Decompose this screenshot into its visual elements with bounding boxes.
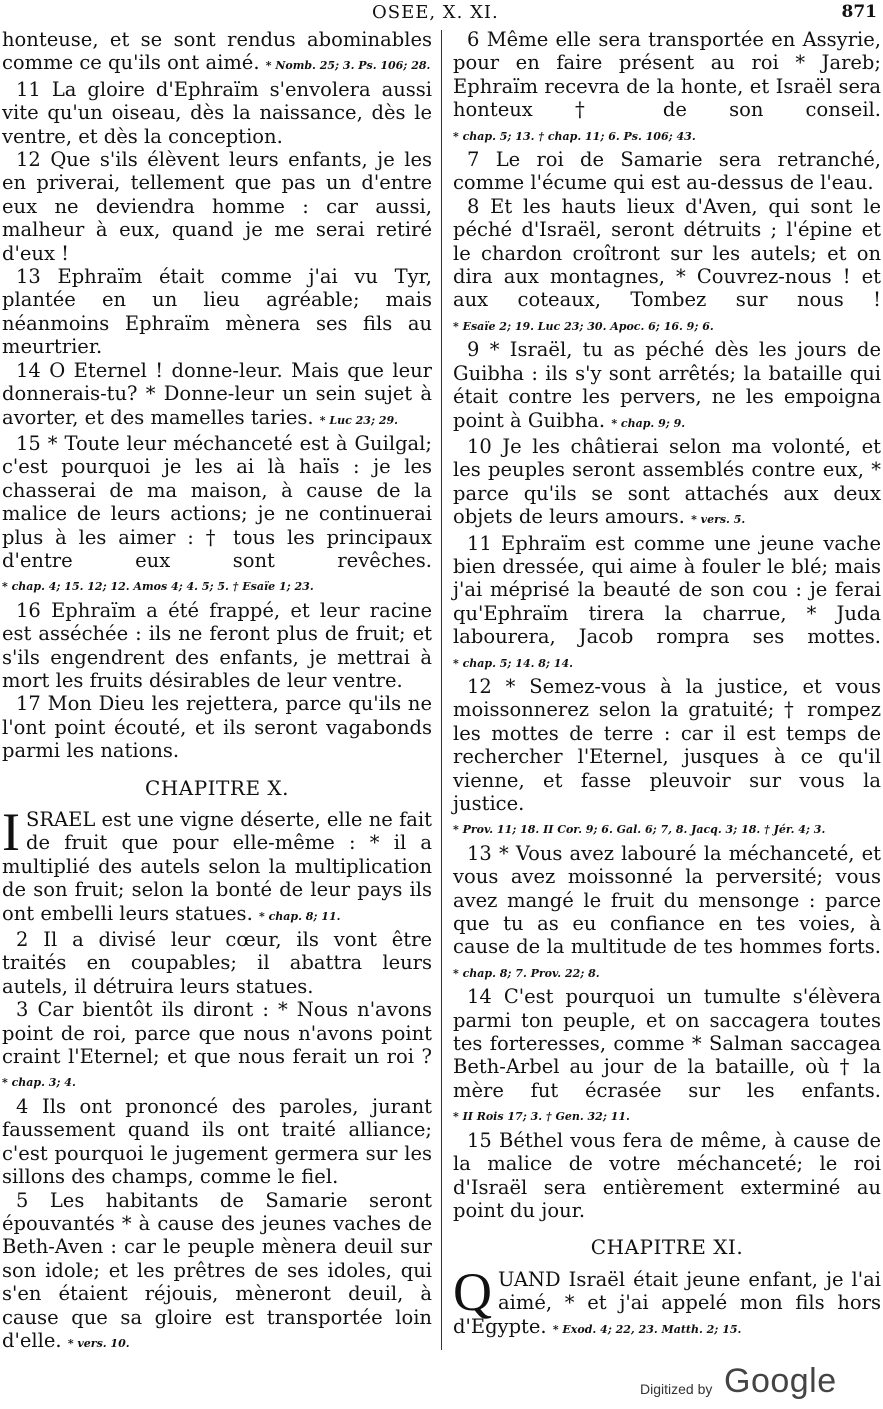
verse-number: 12	[467, 674, 492, 698]
verse-text: O Eternel ! donne-leur. Mais que leur donnerais-tu? * Donne-leur un sein sujet à avorter, et des mamelles taries.	[2, 358, 432, 429]
verse-text: UAND Israël était jeune enfant, je l'ai aimé, * et j'ai appelé mon fils hors d'Egypte.	[453, 1267, 881, 1338]
verse-number: 16	[16, 598, 41, 622]
running-header	[0, 0, 883, 22]
verse-6	[453, 28, 881, 148]
cross-reference: * chap. 4; 15. 12; 12. Amos 4; 4. 5; 5. † Esaïe 1; 23.	[2, 580, 314, 594]
verse-text: Et les hauts lieux d'Aven, qui sont le péché d'Israël, seront détruits ; l'épine et le chardon croîtront sur les autels; et on dira aux montagnes, * Couvrez-nous ! et aux coteaux, Tombez sur nous !	[453, 194, 882, 312]
verse-number: 6	[467, 28, 480, 51]
verse-14	[453, 985, 881, 1128]
cross-reference: * chap. 5; 13. † chap. 11; 6. Ps. 106; 43.	[453, 129, 696, 143]
verse-text: Ephraïm est comme une jeune vache bien dressée, qui aime à fouler le blé; mais j'ai méprisé la beauté de son cou : je ferai qu'Ephraïm tirera la charrue, * Juda labourera, Jacob rompra ses mottes.	[453, 531, 881, 649]
verse-8	[453, 195, 881, 338]
verse-7	[453, 148, 881, 195]
verse-number: 14	[16, 358, 41, 382]
cross-reference: * vers. 10.	[67, 1336, 130, 1350]
verse-number: 15	[16, 431, 41, 455]
verse-number: 17	[16, 692, 41, 716]
cross-reference: * Esaïe 2; 19. Luc 23; 30. Apoc. 6; 16. 9; 6.	[453, 319, 714, 333]
verse-4	[2, 1095, 432, 1189]
verse-17	[2, 692, 432, 762]
verse-2	[2, 928, 432, 998]
verse-9	[453, 338, 881, 435]
cross-reference: * Luc 23; 29.	[319, 413, 398, 427]
verse-15	[2, 432, 432, 599]
verse-11	[2, 78, 432, 148]
chapter-opening	[453, 1261, 881, 1341]
cross-reference: * II Rois 17; 3. † Gen. 32; 11.	[453, 1110, 630, 1124]
verse-text: Car bientôt ils diront : * Nous n'avons point de roi, parce que nous n'avons point craint l'Eternel; et que nous ferait un roi ?	[2, 998, 433, 1069]
verse-16	[2, 599, 432, 693]
verse-text: Mon Dieu les rejettera, parce qu'ils ne l'ont point écouté, et ils seront vagabonds parmi les nations.	[2, 692, 432, 763]
verse-11	[453, 532, 881, 675]
verse-text: Je les châtierai selon ma volonté, et les peuples seront assemblés contre eux, * parce qu'ils se sont attachés aux deux objets de leurs amours.	[453, 434, 881, 529]
verse-3	[2, 998, 432, 1095]
verse-text: honteuse, et se sont rendus abominables comme ce qu'ils ont aimé.	[2, 28, 432, 75]
verse-text: Ephraïm a été frappé, et leur racine est asséchée : ils ne feront plus de fruit; et s'ils engendrent des enfants, je mettrai à mort les fruits désirables de leur ventre.	[2, 598, 432, 692]
verse-text: Ils ont prononcé des paroles, jurant faussement quand ils ont traité alliance; c'est pourquoi le jugement germera sur les sillons des champs, comme le fiel.	[2, 1094, 432, 1189]
verse-number: 9	[467, 338, 480, 362]
right-column	[453, 28, 881, 1341]
chapter-heading: CHAPITRE X.	[145, 775, 289, 800]
verse-5	[2, 1189, 432, 1356]
verse-text: Les habitants de Samarie seront épouvantés * à cause des jeunes vaches de Beth-Aven : car le peuple mènera deuil sur son idole; et les prêtres de ses idoles, qui s'en étaient réjouis, mèneront deuil, à cause que sa gloire est transportée loin d'elle.	[2, 1188, 432, 1352]
verse-text: Que s'ils élèvent leurs enfants, je les en priverai, tellement que pas un d'entre eux ne deviendra homme : car aussi, malheur à eux, quand je me serai retiré d'eux !	[2, 148, 432, 265]
verse-number: 12	[16, 148, 41, 172]
verse-continuation	[2, 28, 432, 78]
page-number: 871	[841, 2, 877, 22]
google-logo: Google	[724, 1362, 837, 1400]
verse-number: 15	[467, 1128, 492, 1152]
cross-reference: * Prov. 11; 18. II Cor. 9; 6. Gal. 6; 7, 8. Jacq. 3; 18. † Jér. 4; 3.	[453, 823, 826, 837]
cross-reference: * chap. 8; 11.	[258, 909, 341, 923]
verse-text: * Israël, tu as péché dès les jours de Guibha : ils s'y sont arrêtés; la bataille qui était contre les pervers, ne les empoigna point à Guibha.	[453, 338, 881, 432]
chapter-heading: CHAPITRE XI.	[590, 1235, 744, 1260]
cross-reference: * vers. 5.	[691, 513, 746, 527]
cross-reference: * chap. 5; 14. 8; 14.	[453, 656, 573, 670]
column-divider	[441, 30, 442, 1350]
watermark-prefix: Digitized by	[640, 1381, 713, 1397]
verse-10	[453, 435, 881, 532]
verse-text: C'est pourquoi un tumulte s'élèvera parmi ton peuple, et on saccagera toutes tes forteresses, comme * Salman saccagea Beth-Arbel au jour de la bataille, où † la mère fut écrasée sur les enfants.	[453, 985, 881, 1102]
verse-12	[2, 148, 432, 265]
cross-reference: * Exod. 4; 22, 23. Matth. 2; 15.	[552, 1322, 742, 1336]
drop-cap: I	[2, 802, 20, 862]
verse-text: * Vous avez labouré la méchanceté, et vous avez moissonné la perversité; vous avez mangé le fruit du mensonge : parce que tu as eu confiance en tes voies, à cause de la multitude de tes hommes forts.	[453, 841, 881, 959]
cross-reference: * chap. 9; 9.	[611, 416, 686, 430]
verse-number: 2	[16, 928, 29, 952]
verse-13	[453, 842, 881, 985]
verse-text: * Toute leur méchanceté est à Guilgal; c'est pourquoi je les ai là haïs : je les chasserai de ma maison, à cause de la malice de leurs actions; je ne continuerai plus à les aimer : † tous les principaux d'entre eux sont revêches.	[2, 431, 432, 572]
verse-number: 13	[16, 265, 41, 289]
cross-reference: * chap. 3; 4.	[2, 1076, 76, 1090]
verse-text: Le roi de Samarie sera retranché, comme l'écume qui est au-dessus de l'eau.	[453, 148, 881, 195]
verse-number: 11	[16, 77, 41, 101]
cross-reference: * chap. 8; 7. Prov. 22; 8.	[453, 966, 600, 980]
verse-number: 5	[16, 1188, 29, 1212]
verse-15	[453, 1129, 881, 1223]
verse-13	[2, 265, 432, 359]
verse-text: Il a divisé leur cœur, ils vont être traités en coupables; il abattra leurs autels, il détruira leurs statues.	[2, 928, 433, 998]
verse-text: La gloire d'Ephraïm s'envolera aussi vite qu'un oiseau, dès la naissance, dès le ventre, et dès la conception.	[2, 77, 433, 148]
cross-reference: * Nomb. 25; 3. Ps. 106; 28.	[265, 59, 431, 73]
verse-text: SRAEL est une vigne déserte, elle ne fait de fruit que pour elle-même : * il a multiplié des autels selon la multiplication de son fruit; selon la bonté de leur pays ils ont embelli leurs statues.	[2, 808, 432, 925]
drop-cap: Q	[453, 1261, 492, 1322]
verse-text: * Semez-vous à la justice, et vous moissonnerez selon la gratuité; † rompez les mottes de terre : car il est temps de rechercher l'Eternel, jusques à ce qu'il vienne, et fasse pleuvoir sur vous la justice.	[453, 674, 881, 815]
verse-number: 10	[467, 434, 492, 458]
verse-number: 3	[16, 998, 29, 1022]
running-title: OSEE, X. XI.	[372, 2, 499, 23]
verse-number: 8	[467, 194, 480, 218]
verse-text: Béthel vous fera de même, à cause de la malice de votre méchanceté; le roi d'Israël sera entièrement exterminé au point du jour.	[453, 1128, 882, 1222]
verse-number: 14	[467, 985, 492, 1009]
verse-number: 4	[16, 1094, 29, 1118]
verse-number: 7	[467, 148, 480, 172]
verse-14	[2, 359, 432, 432]
digitized-watermark	[640, 1362, 860, 1406]
chapter-opening	[2, 802, 432, 928]
verse-12	[453, 675, 881, 842]
verse-number: 11	[467, 531, 492, 555]
verse-text: Ephraïm était comme j'ai vu Tyr, plantée en un lieu agréable; mais néanmoins Ephraïm mènera ses fils au meurtrier.	[2, 265, 432, 359]
verse-number: 13	[467, 841, 492, 865]
verse-text: Même elle sera transportée en Assyrie, pour en faire présent au roi * Jareb; Ephraïm recevra de la honte, et Israël sera honteux † de son conseil.	[453, 28, 881, 122]
left-column	[2, 28, 432, 1355]
